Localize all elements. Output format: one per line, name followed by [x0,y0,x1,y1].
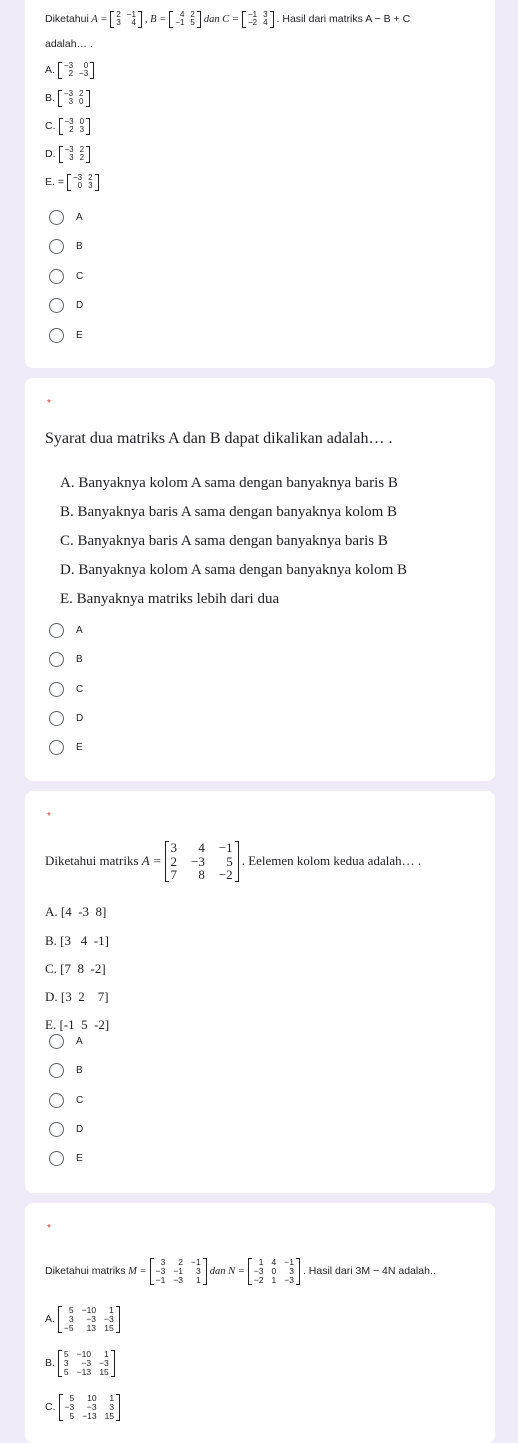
matrix-cell: −1 [155,1274,166,1285]
choice-c: C. [7 8 -2] [45,961,106,976]
matrix-cell: −3 [63,61,74,70]
radio-label: D [76,1124,84,1135]
radio-label: E [76,742,83,753]
matrix-cell: −3 [72,173,83,182]
radio-option-a[interactable] [49,1034,83,1049]
radio-circle[interactable] [49,1122,64,1137]
matrix-cell: −3 [64,145,74,154]
radio-option-c[interactable] [49,269,83,284]
matrix-cell: 5 [69,1410,75,1421]
choice-matrix [58,62,94,79]
choice-d: D. Banyaknya kolom A sama dengan banyaknya kolom B [60,562,408,578]
matrix-cell: 2 [116,10,121,19]
matrix-cell: 3 [68,1313,74,1324]
choice-letter: D. [45,148,56,161]
radio-circle[interactable] [49,239,64,254]
matrix-cells [62,90,86,107]
matrix-b [169,11,201,28]
radio-label: E [76,330,83,341]
matrix-cell: 3 [68,97,74,107]
matrix-cell: 3 [263,10,268,19]
radio-option-e[interactable] [49,1151,83,1166]
matrix-cells [63,118,87,135]
required-asterisk: * [47,811,51,822]
matrix-cell: 15 [99,1366,109,1377]
matrix-cell: −1 [247,10,258,19]
matrix-cell: −2 [218,867,233,883]
choice-b [45,90,93,107]
matrix-n [248,1258,300,1285]
choice-b: B. Banyaknya baris A sama dengan banyaknya kolom B [60,504,398,520]
radio-option-e[interactable] [49,328,83,343]
choice-matrix [58,1350,115,1377]
choice-matrix [67,174,99,191]
choice-d [45,146,93,163]
matrix-cell: 4 [263,18,268,28]
matrix-cell: 1 [258,1257,264,1267]
radio-label: C [76,684,84,695]
matrix-cells [114,11,138,28]
matrix-cell: −10 [76,1349,92,1359]
radio-circle[interactable] [49,328,64,343]
matrix-cells [173,11,197,28]
radio-label: A [76,212,83,223]
radio-label: D [76,300,84,311]
matrix-cells [62,62,90,79]
matrix-cell: 15 [104,1410,115,1421]
choice-matrix [58,1306,120,1333]
matrix-cell: 3 [79,125,85,135]
question-3-stem [45,841,421,882]
radio-option-d[interactable] [49,711,83,726]
matrix-cell: 15 [104,1322,114,1333]
matrix-cell: 1 [104,1349,109,1359]
matrix-cell: −3 [63,89,74,98]
question-2-stem: Syarat dua matriks A dan B dapat dikalikan adalah… . [45,430,393,447]
radio-circle[interactable] [49,1063,64,1078]
matrix-cell: −3 [99,1357,109,1368]
matrix-cell: −3 [191,853,205,869]
radio-option-c[interactable] [49,1093,83,1108]
radio-option-e[interactable] [49,740,83,755]
matrix-cell: −2 [253,1274,264,1285]
matrix-cell: −3 [64,1401,75,1412]
choice-c [45,1394,123,1421]
radio-option-c[interactable] [49,682,83,697]
choice-d: D. [3 2 7] [45,989,109,1004]
matrix-cell: 2 [170,853,177,869]
question-card-1 [25,0,495,368]
matrix-cell: −3 [284,1274,294,1285]
matrix-cell: 4 [198,840,205,855]
radio-circle[interactable] [49,682,64,697]
choice-letter: A. [45,1313,55,1326]
choice-matrix [59,146,91,163]
question-card-2 [25,378,495,781]
choice-b [45,1350,118,1377]
required-asterisk: * [47,398,51,409]
matrix-a-label: A = [91,13,108,25]
matrix-cells [62,1306,116,1333]
radio-label: B [76,654,83,665]
matrix-cell: 7 [170,867,177,883]
radio-circle[interactable] [49,298,64,313]
matrix-cell: −3 [81,1357,92,1368]
choice-c: C. Banyaknya baris A sama dengan banyaknya baris B [60,533,388,549]
matrix-cell: −10 [81,1305,97,1315]
radio-circle[interactable] [49,623,64,638]
matrix-cell: −3 [86,1401,97,1412]
choice-letter: B. [45,1357,55,1370]
radio-circle[interactable] [49,210,64,225]
matrix-cell: 1 [271,1274,277,1285]
matrix-c [242,11,274,28]
matrix-cell: −3 [104,1313,114,1324]
question-1-stem [45,11,410,28]
matrix-cell: 5 [63,1366,69,1377]
choice-matrix [59,118,91,135]
choice-matrix [59,1394,121,1421]
radio-option-b[interactable] [49,239,83,254]
matrix-cell: 0 [79,117,85,126]
matrix-cell: −1 [191,1257,201,1267]
radio-label: C [76,1095,84,1106]
matrix-cell: 2 [68,69,74,79]
matrix-cell: −13 [76,1366,92,1377]
matrix-cell: 0 [83,61,89,70]
stem-suffix: . Hasil dari 3M − 4N adalah.. [302,1265,436,1278]
matrix-cell: 2 [79,153,85,163]
choice-letter: E. = [45,176,64,189]
matrix-cell: −1 [126,10,136,19]
radio-label: C [76,271,84,282]
question-card-4 [25,1203,495,1443]
choice-e: E. [-1 5 -2] [45,1017,110,1032]
radio-circle[interactable] [49,269,64,284]
matrix-cell: 5 [69,1393,75,1403]
matrix-cells [71,174,95,191]
choice-letter: A. [45,64,55,77]
radio-label: A [76,625,83,636]
matrix-cell: −3 [173,1274,184,1285]
choice-letter: C. [45,120,56,133]
matrix-cell: 2 [79,145,85,154]
choice-matrix [58,90,90,107]
radio-circle[interactable] [49,711,64,726]
choice-a: A. [4 -3 8] [45,904,107,919]
matrix-cell: 8 [198,867,205,883]
matrix-a-label: A = [141,853,162,869]
matrix-cell: −1 [284,1257,294,1267]
matrix-cell: −1 [218,840,233,855]
matrix-cell: −3 [86,1313,97,1324]
matrix-cell: 10 [87,1393,97,1403]
matrix-m [150,1258,207,1285]
choice-c [45,118,93,135]
question-card-3 [25,791,495,1193]
stem-suffix: . Hasil dari matriks A − B + C [276,13,411,26]
matrix-cell: −1 [175,18,185,28]
radio-label: A [76,1036,83,1047]
matrix-cell: 3 [88,181,93,191]
matrix-cell: 3 [160,1257,166,1267]
choice-a [45,1306,123,1333]
stem-suffix: . Eelemen kolom kedua adalah… . [241,853,422,869]
matrix-cell: −1 [173,1265,184,1276]
matrix-cell: 2 [79,89,84,98]
matrix-cell: 0 [271,1265,277,1276]
matrix-cell: −3 [253,1265,264,1276]
matrix-cell: 4 [131,18,136,28]
choice-letter: C. [45,1401,56,1414]
radio-circle[interactable] [49,740,64,755]
matrix-cell: 1 [196,1274,201,1285]
matrix-cell: 1 [109,1393,115,1403]
matrix-cells [154,1258,203,1285]
matrix-cell: 2 [69,125,74,135]
radio-circle[interactable] [49,1093,64,1108]
matrix-cell: 5 [226,853,233,869]
matrix-cell: 3 [69,153,74,163]
stem-text: Diketahui [45,13,89,26]
radio-circle[interactable] [49,1034,64,1049]
matrix-cell: −3 [155,1265,166,1276]
matrix-cell: 2 [178,1257,184,1267]
radio-label: B [76,1065,83,1076]
matrix-b-label: , B = [144,13,167,25]
matrix-c-label: dan C = [203,13,239,25]
matrix-cells [62,1350,111,1377]
matrix-cells [63,146,87,163]
radio-label: D [76,713,84,724]
question-4-stem [45,1258,436,1285]
radio-label: B [76,241,83,252]
choice-letter: B. [45,92,55,105]
matrix-cell: −3 [79,69,89,79]
radio-option-a[interactable] [49,210,83,225]
matrix-cell: 5 [68,1305,74,1315]
matrix-cells [252,1258,296,1285]
stem-text: Diketahui matriks [45,853,139,869]
matrix-cell: −5 [63,1322,74,1333]
radio-circle[interactable] [49,1151,64,1166]
radio-option-b[interactable] [49,1063,83,1078]
stem-text: Diketahui matriks [45,1265,126,1278]
radio-option-a[interactable] [49,623,83,638]
matrix-cell: 3 [109,1401,115,1412]
matrix-a [165,841,239,882]
matrix-cell: −3 [64,117,74,126]
choice-e [45,174,102,191]
radio-option-b[interactable] [49,652,83,667]
matrix-cells [169,841,235,882]
matrix-cell: 13 [86,1322,97,1333]
question-1-stem-line2: adalah… . [45,38,93,50]
matrix-cell: 3 [289,1265,294,1276]
matrix-cell: 3 [196,1265,201,1276]
matrix-n-label: dan N = [209,1265,245,1277]
matrix-cell: 1 [109,1305,114,1315]
matrix-cell: 0 [79,97,84,107]
radio-option-d[interactable] [49,1122,83,1137]
matrix-cell: −13 [82,1410,97,1421]
radio-circle[interactable] [49,652,64,667]
matrix-cell: 4 [271,1257,277,1267]
matrix-cell: 3 [63,1357,69,1368]
matrix-cells [63,1394,117,1421]
choice-b: B. [3 4 -1] [45,933,109,948]
choice-a [45,62,97,79]
matrix-cell: 4 [179,10,185,19]
matrix-cell: 3 [116,18,121,28]
matrix-cell: 5 [63,1349,69,1359]
matrix-cell: 0 [77,181,83,191]
matrix-cell: 2 [190,10,195,19]
matrix-cell: 5 [190,18,195,28]
matrix-cell: 2 [88,173,93,182]
matrix-cell: 3 [170,840,177,855]
required-asterisk: * [47,1223,51,1234]
choice-e: E. Banyaknya matriks lebih dari dua [60,591,280,607]
matrix-cells [246,11,270,28]
matrix-cell: −2 [247,18,258,28]
radio-option-d[interactable] [49,298,83,313]
radio-label: E [76,1153,83,1164]
choice-a: A. Banyaknya kolom A sama dengan banyaknya baris B [60,475,398,491]
matrix-m-label: M = [128,1265,147,1277]
matrix-a [110,11,142,28]
